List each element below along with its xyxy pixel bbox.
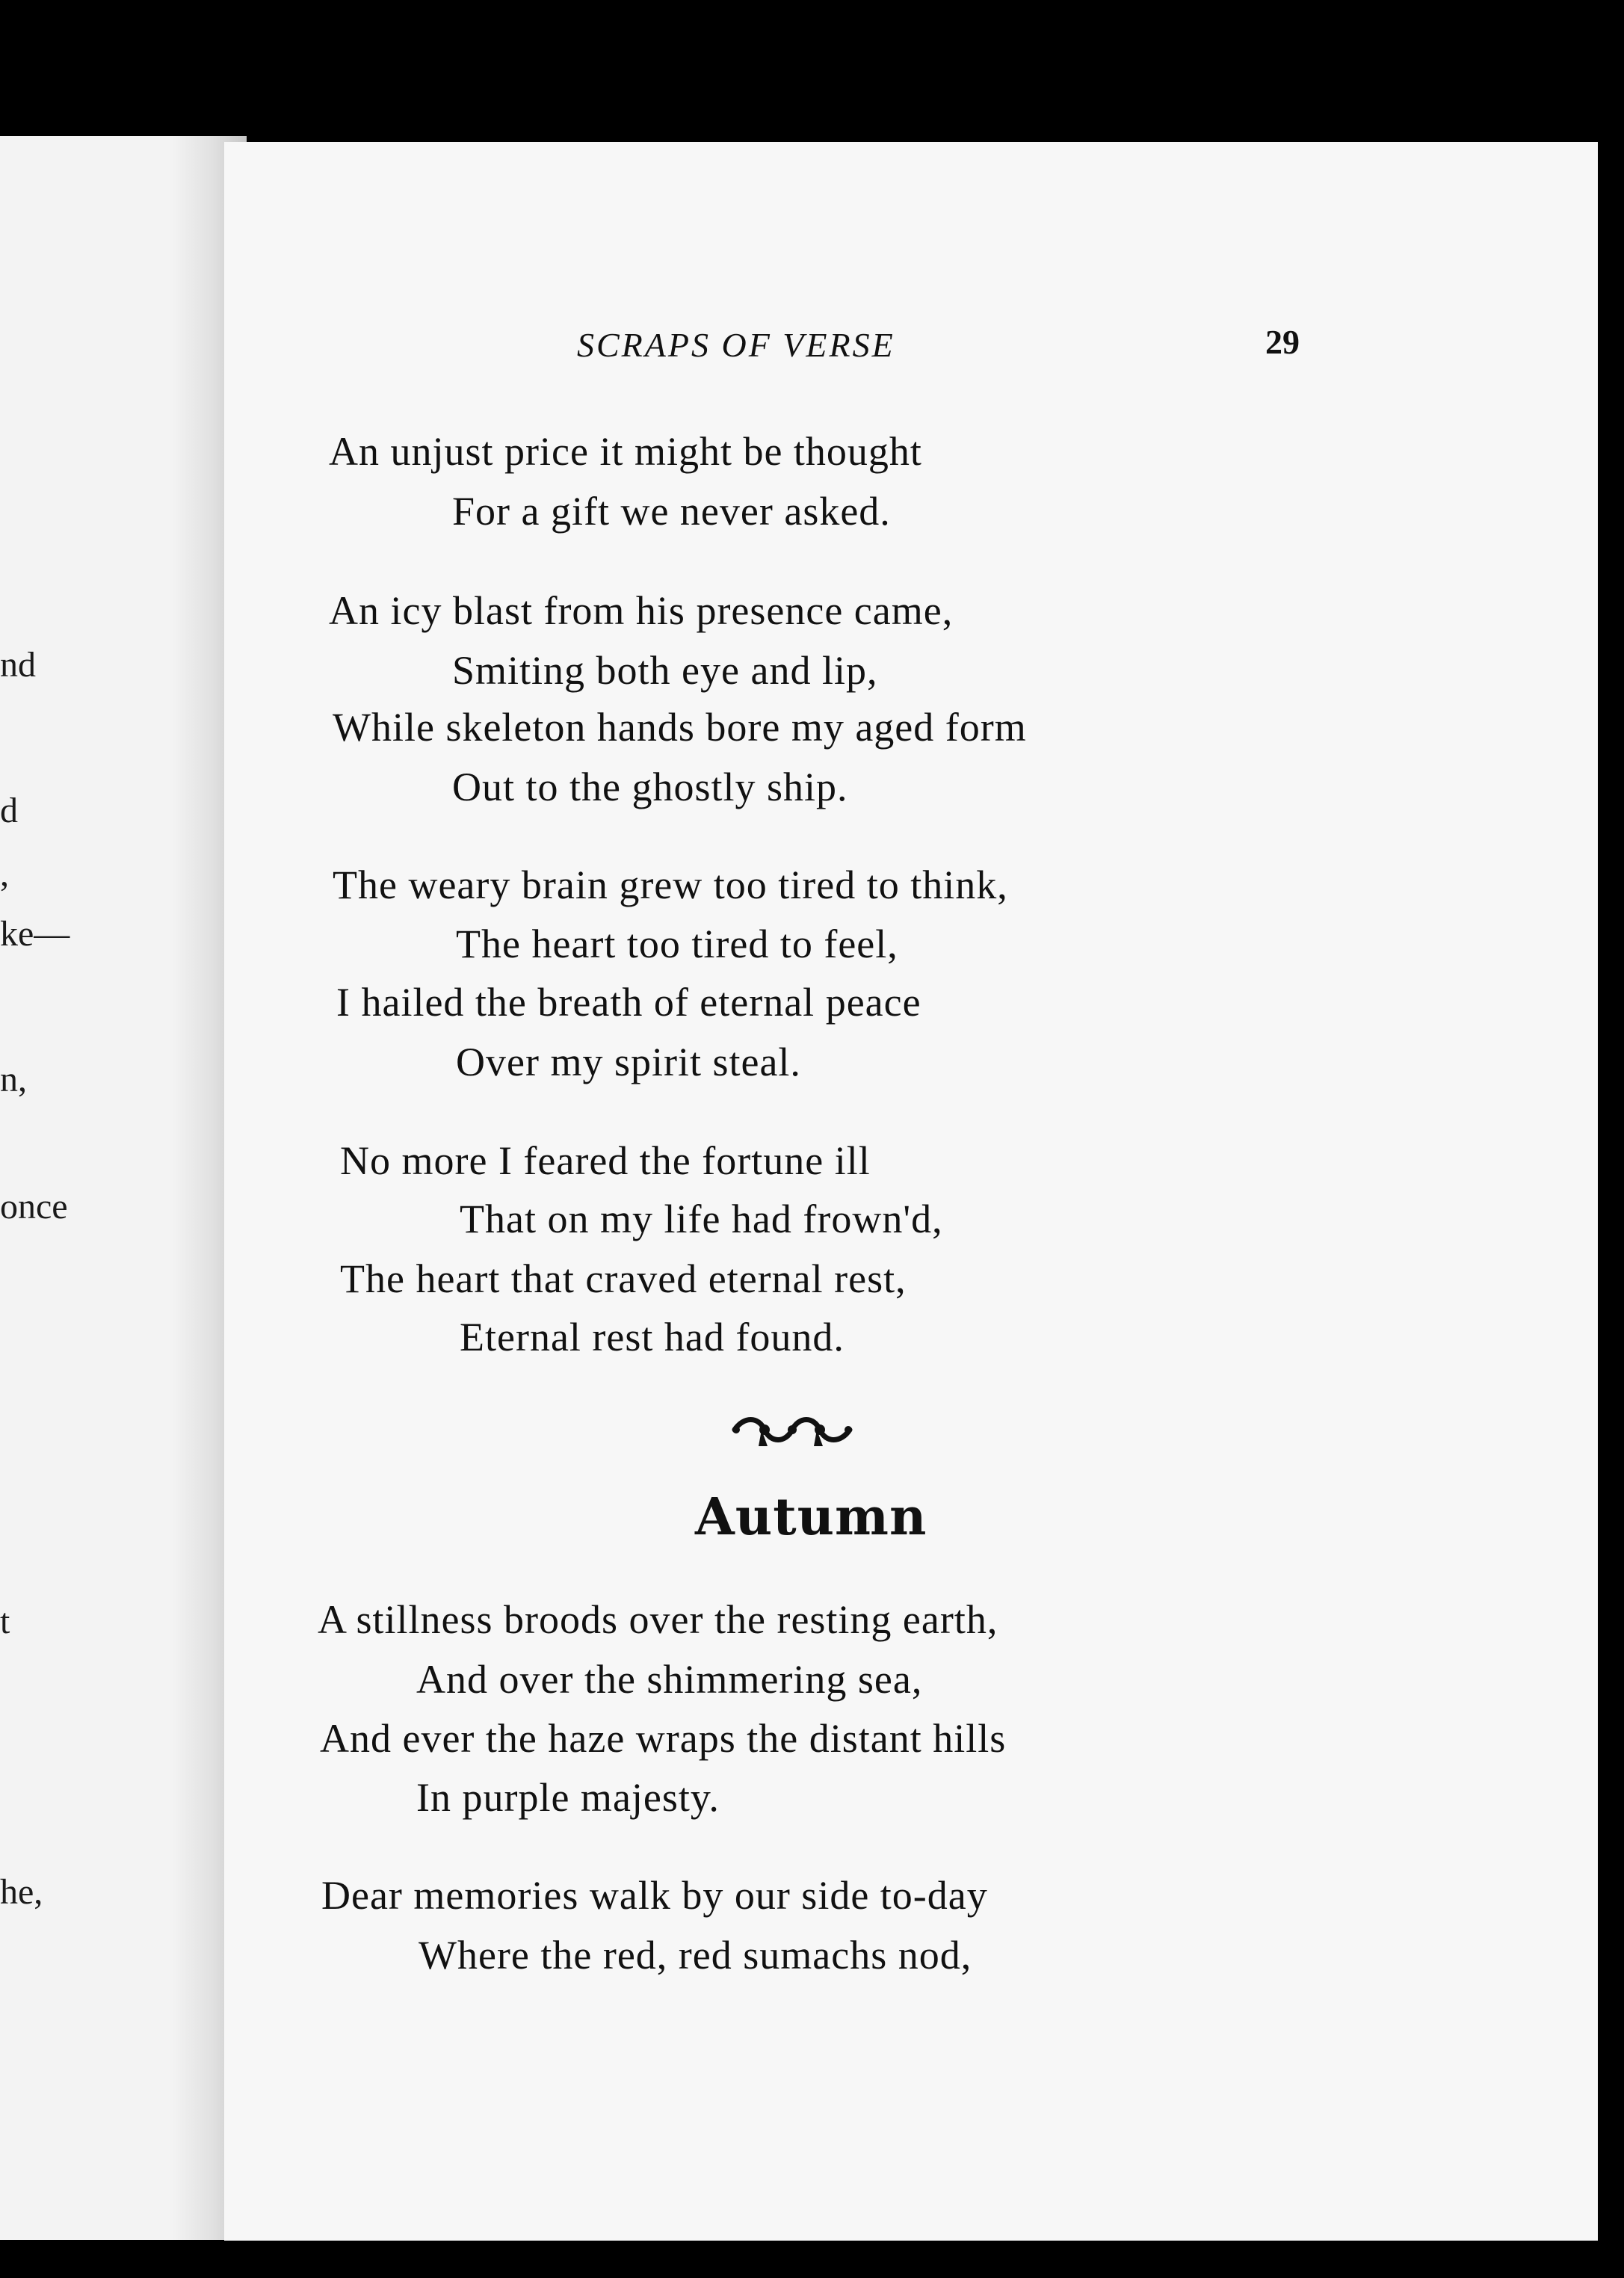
poem-line: Smiting both eye and lip, <box>452 648 878 693</box>
page-number: 29 <box>1265 323 1300 361</box>
poem-line: And ever the haze wraps the distant hills <box>320 1716 1007 1761</box>
poem-line: For a gift we never asked. <box>452 489 891 534</box>
fleuron-ornament-icon <box>729 1407 856 1452</box>
poem-line: Dear memories walk by our side to-day <box>321 1873 988 1918</box>
poem-line: I hailed the breath of eternal peace <box>336 980 921 1025</box>
poem-line: The heart too tired to feel, <box>456 922 898 966</box>
facing-page-fragment: ke— <box>0 914 70 954</box>
poem-line: An icy blast from his presence came, <box>329 588 954 633</box>
facing-page-fragment: nd <box>0 645 36 685</box>
poem-line: A stillness broods over the resting earth, <box>318 1597 998 1642</box>
facing-page-fragment: t <box>0 1602 10 1641</box>
poem-line: In purple majesty. <box>416 1775 720 1820</box>
facing-page-fragment: n, <box>0 1060 27 1099</box>
facing-page-fragment: once <box>0 1187 68 1226</box>
poem-line: No more I feared the fortune ill <box>340 1138 871 1183</box>
poem-title: Autumn <box>695 1487 927 1547</box>
poem-line: Eternal rest had found. <box>460 1315 845 1359</box>
poem-line: Where the red, red sumachs nod, <box>419 1933 972 1978</box>
scan-border <box>0 2241 1624 2278</box>
poem-line: An unjust price it might be thought <box>329 429 922 474</box>
poem-line: The heart that craved eternal rest, <box>340 1256 907 1301</box>
poem-line: While skeleton hands bore my aged form <box>333 705 1027 750</box>
running-head: SCRAPS OF VERSE <box>577 326 895 364</box>
poem-line: Over my spirit steal. <box>456 1040 801 1084</box>
poem-line: And over the shimmering sea, <box>416 1657 923 1702</box>
facing-page-fragment: , <box>0 854 9 894</box>
facing-page-fragment: d <box>0 791 18 830</box>
poem-line: Out to the ghostly ship. <box>452 765 848 809</box>
facing-page-fragment: he, <box>0 1872 43 1912</box>
poem-line: The weary brain grew too tired to think, <box>333 862 1008 907</box>
poem-line: That on my life had frown'd, <box>460 1197 943 1241</box>
